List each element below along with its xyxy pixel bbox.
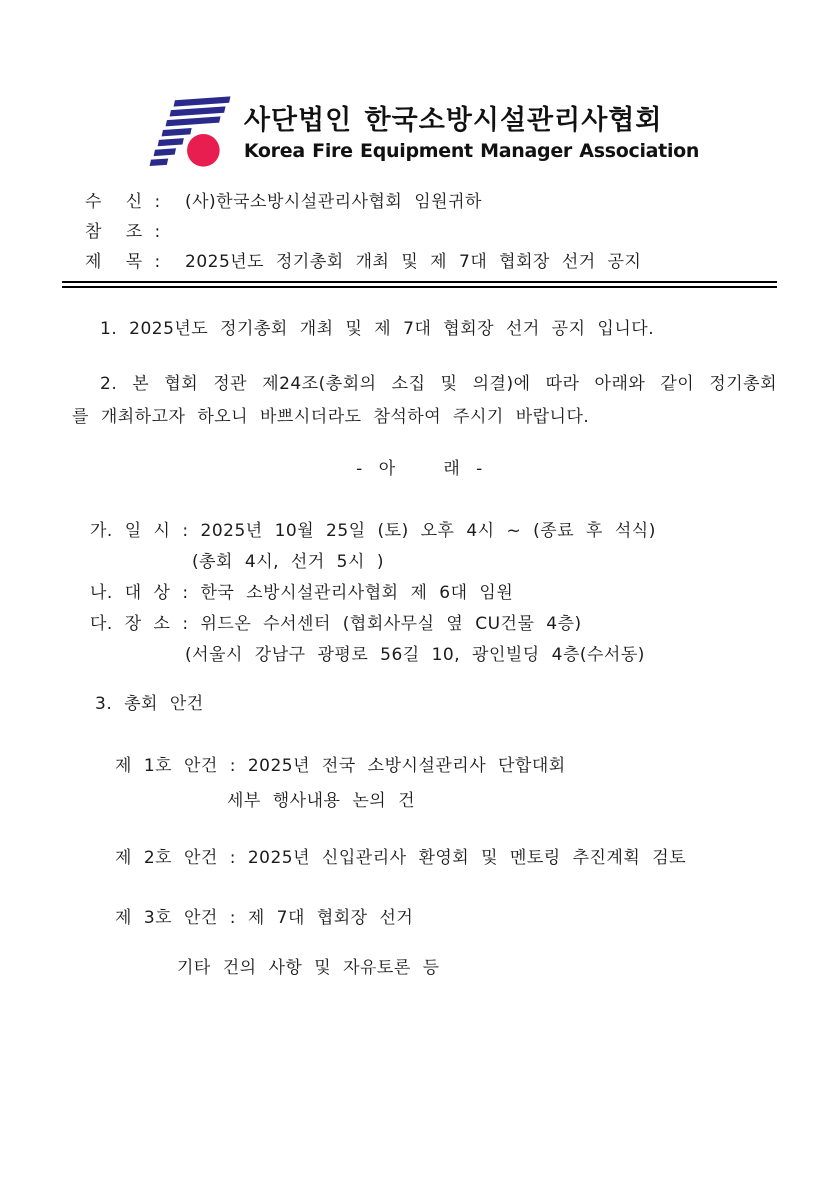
agenda-heading: 3. 총회 안건 [95, 694, 204, 714]
recipient-row [62, 187, 777, 217]
paragraph-1: 1. 2025년도 정기총회 개최 및 제 7대 협회장 선거 공지 입니다. [100, 319, 655, 339]
agenda-item-3: 제 3호 안건 : 제 7대 협회장 선거 [115, 908, 414, 928]
cc-row [62, 217, 777, 247]
association-logo-mark-icon [140, 95, 236, 173]
document-body [62, 318, 777, 979]
list-item-place-address: (서울시 강남구 광평로 56길 10, 광인빌딩 4층(수서동) [185, 645, 645, 665]
recipient-label: 수 신 : [85, 192, 161, 212]
paragraph-2-line-1: 2. 본 협회 정관 제24조(총회의 소집 및 의결)에 따라 아래와 같이 정기총회 [100, 374, 777, 394]
misc-agenda-note: 기타 건의 사항 및 자유토론 등 [177, 958, 440, 978]
list-item-date: 가. 일 시 : 2025년 10월 25일 (토) 오후 4시 ~ (종료 후 석식) [90, 521, 656, 541]
logo-korean-name: 사단법인 한국소방시설관리사협회 [243, 105, 663, 136]
list-item-target: 나. 대 상 : 한국 소방시설관리사협회 제 6대 임원 [90, 583, 514, 603]
document-meta [62, 187, 777, 277]
list-item-place: 다. 장 소 : 위드온 수서센터 (협회사무실 옆 CU건물 4층) [90, 614, 582, 634]
list-item-date-sub: (총회 4시, 선거 5시 ) [192, 552, 384, 572]
logo-english-name: Korea Fire Equipment Manager Association [243, 140, 700, 162]
below-heading: - 아 래 - [356, 459, 483, 479]
subject-value: 2025년도 정기총회 개최 및 제 7대 협회장 선거 공지 [185, 252, 642, 272]
cc-label: 참 조 : [85, 222, 161, 242]
subject-row [62, 247, 777, 277]
logo-text-block [244, 104, 699, 164]
title-divider [62, 281, 777, 288]
agenda-item-1-sub: 세부 행사내용 논의 건 [227, 791, 416, 811]
logo-red-circle-icon [187, 134, 220, 167]
recipient-value: (사)한국소방시설관리사협회 임원귀하 [185, 192, 482, 212]
subject-label: 제 목 : [85, 252, 161, 272]
agenda-item-1: 제 1호 안건 : 2025년 전국 소방시설관리사 단합대회 [115, 756, 566, 776]
agenda-item-2: 제 2호 안건 : 2025년 신입관리사 환영회 및 멘토링 추진계획 검토 [115, 848, 687, 868]
association-logo [62, 95, 777, 173]
paragraph-2-line-2: 를 개최하고자 하오니 바쁘시더라도 참석하여 주시기 바랍니다. [72, 407, 590, 427]
